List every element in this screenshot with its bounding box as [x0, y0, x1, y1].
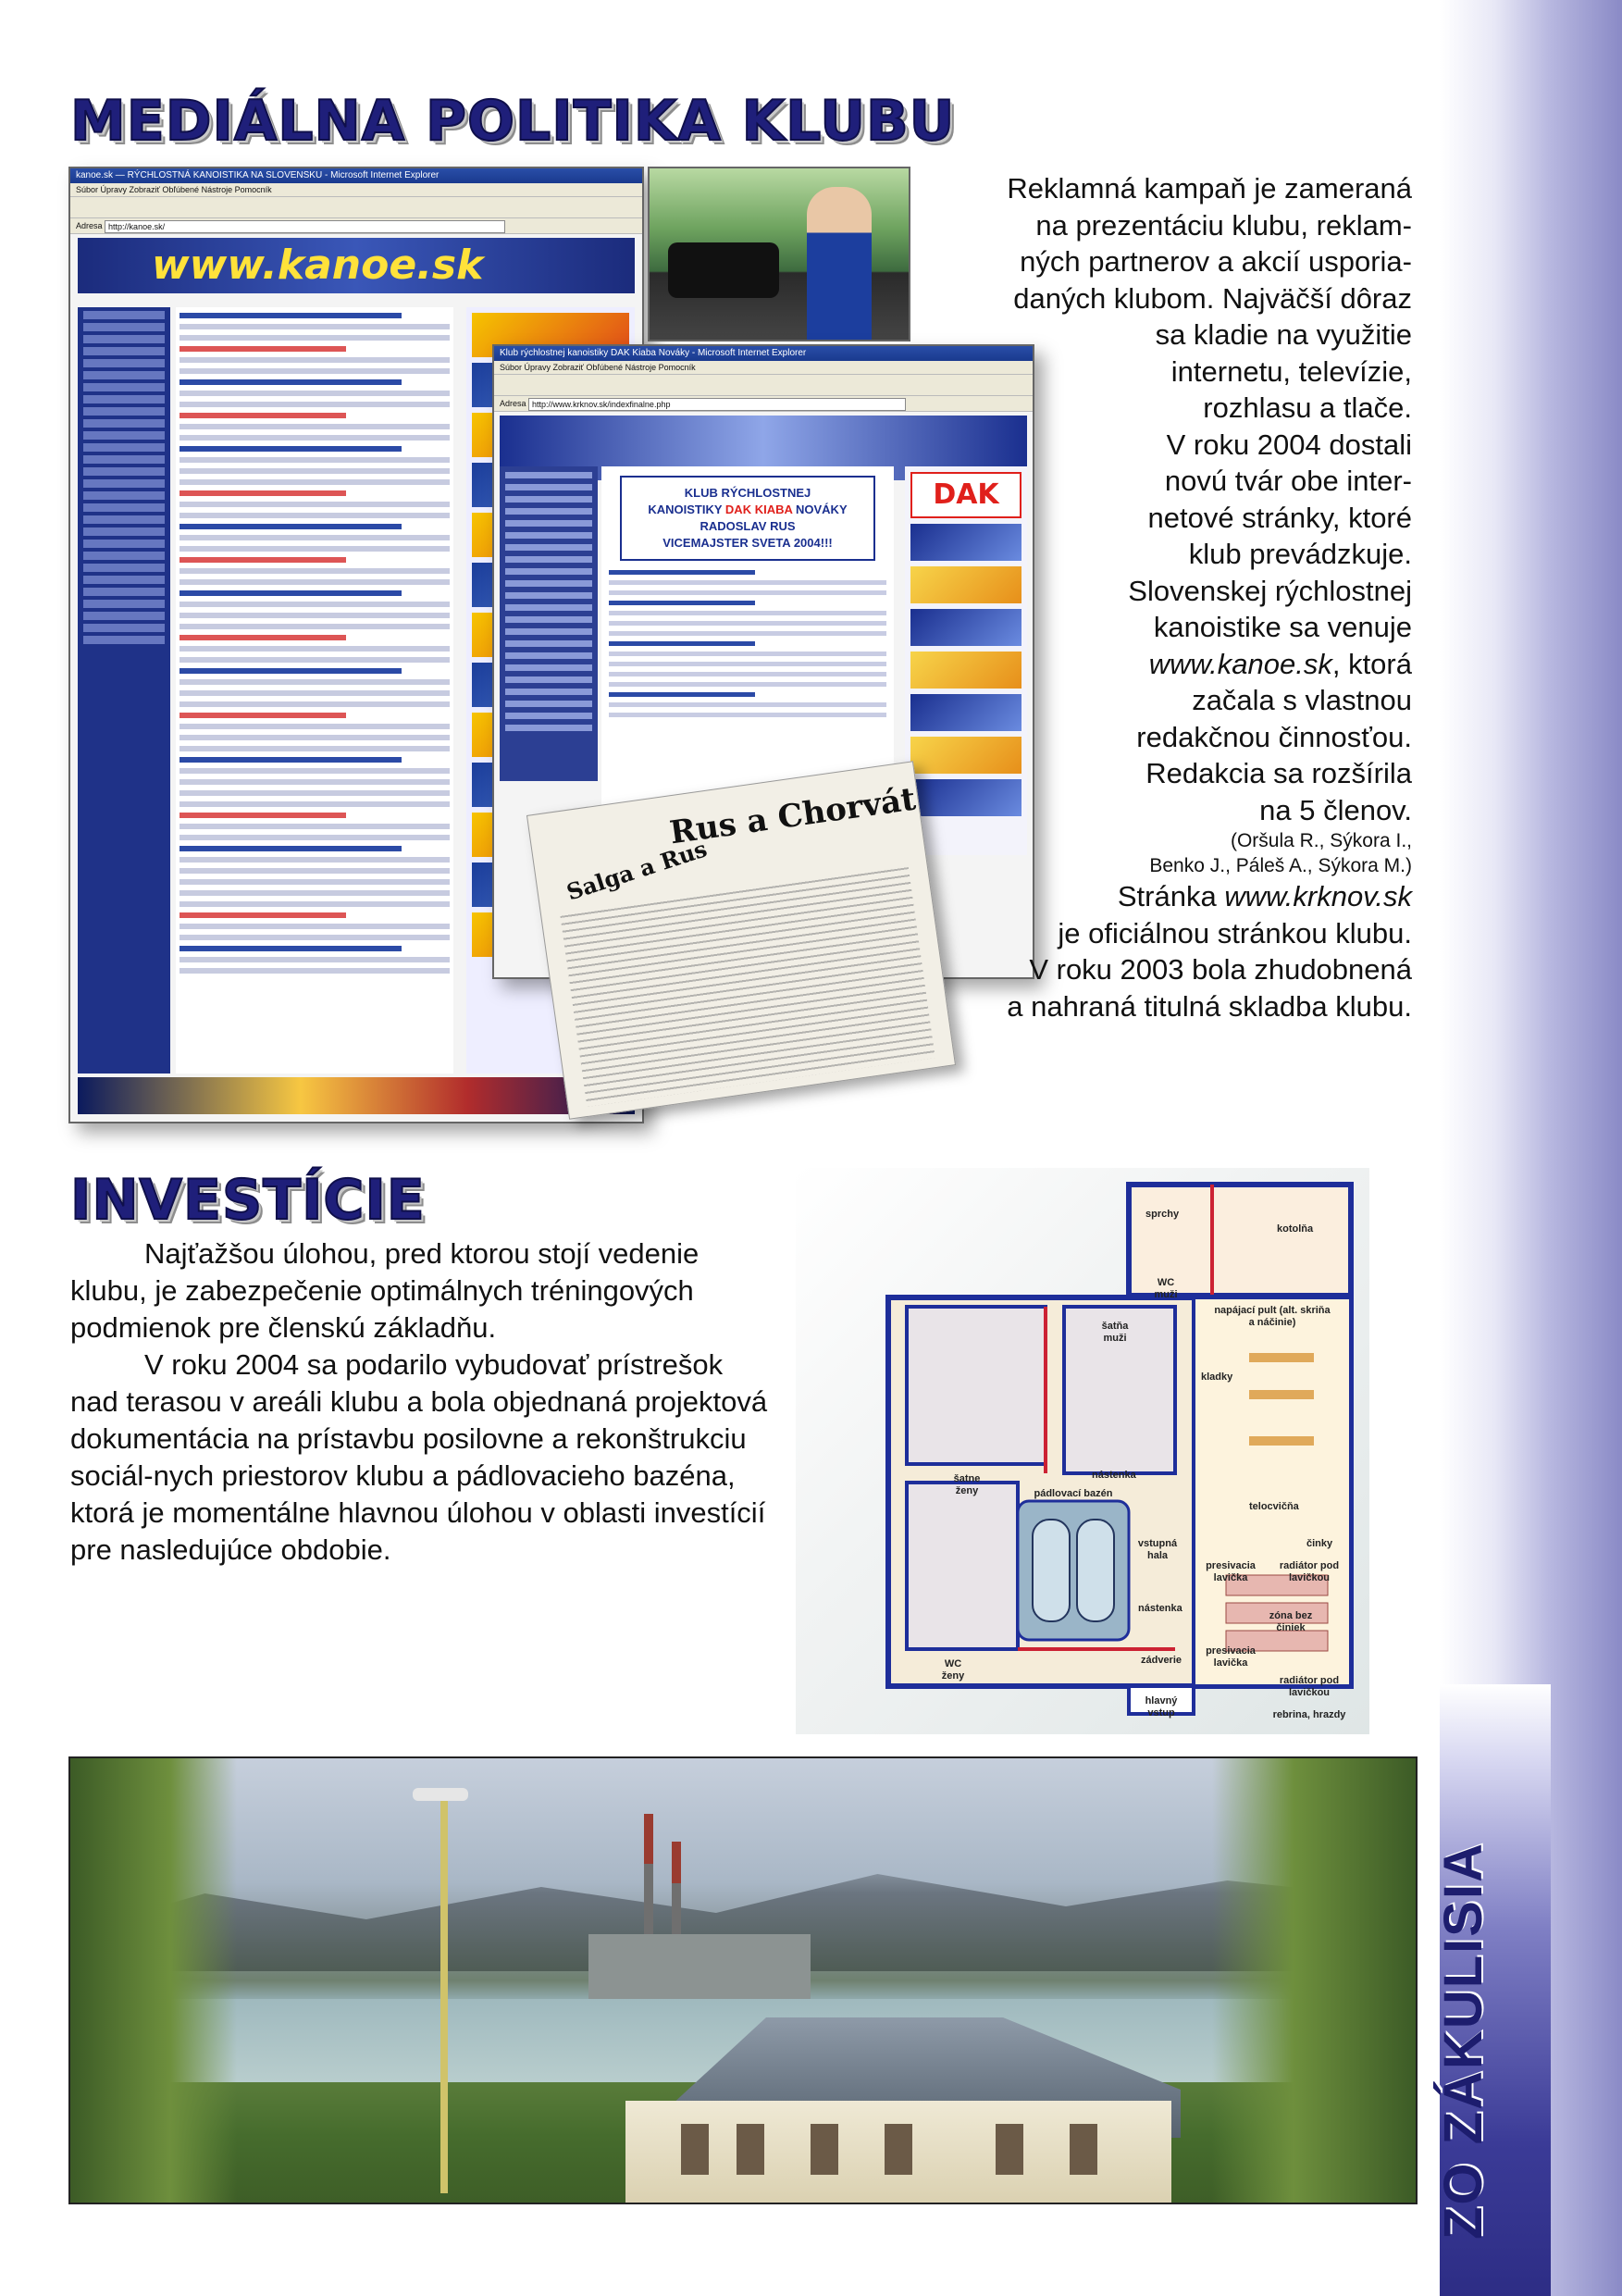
person-shape [807, 187, 872, 340]
text-line: začala s vlastnou [1192, 684, 1412, 716]
room-label: sprchy [1145, 1209, 1180, 1220]
room-label: presivacia lavička [1206, 1560, 1256, 1583]
room-label: presivacia lavička [1206, 1645, 1256, 1669]
site2-left-menu [500, 466, 598, 781]
room-label: telocvičňa [1249, 1501, 1299, 1512]
room-label: šatňa muži [1101, 1321, 1129, 1344]
site2-headline [620, 476, 875, 561]
text-line: V roku 2004 dostali [1166, 428, 1412, 461]
url-kanoe: www.kanoe.sk [1148, 647, 1332, 680]
window-title-2: Klub rýchlostnej kanoistiky DAK Kiaba Nováky - Microsoft Internet Explorer [494, 346, 1033, 361]
investments-paragraph-2: V roku 2004 sa podarilo vybudovať prístrešok nad terasou v areáli klubu a bola objednaná projektová dokumentácia na prístavbu posilovne a rekonštrukciu sociál-nych priestorov klubu a pádlovacieho bazéna, ktorá je momentálne hlavnou úlohou v oblasti investícií pre nasledujúce obdobie. [70, 1348, 768, 1566]
lamp-post [440, 1795, 448, 2193]
headline-line-4: VICEMAJSTER SVETA 2004!!! [662, 536, 833, 550]
tv-interview-photo [648, 167, 910, 341]
newspaper-text-lines [560, 865, 935, 1107]
room-label: zóna bez činiek [1269, 1610, 1313, 1633]
room-label: zádverie [1140, 1655, 1182, 1666]
trees-left [70, 1758, 237, 2203]
floor-plan [796, 1168, 1369, 1734]
text-line: je oficiálnou stránkou klubu. [1058, 916, 1412, 949]
room-label: hlavný vstup [1145, 1695, 1178, 1719]
address-label: Adresa [76, 221, 103, 230]
section-heading-investments: INVESTÍCIE [70, 1168, 426, 1233]
room-label: pádlovací bazén [1034, 1488, 1113, 1499]
text-line: netové stránky, ktoré [1147, 501, 1412, 534]
text-line: internetu, televízie, [1170, 354, 1412, 388]
text-line: redakčnou činnosťou. [1136, 720, 1412, 753]
room-label: nástenka [1092, 1470, 1136, 1481]
text-line: na 5 členov. [1259, 793, 1412, 826]
text-line: Slovenskej rýchlostnej [1128, 574, 1412, 607]
media-policy-text [909, 170, 1412, 1024]
room-label: nástenka [1138, 1603, 1182, 1614]
text-line: sa kladie na využitie [1155, 318, 1412, 351]
text-line: na prezentáciu klubu, reklam- [1035, 208, 1412, 242]
newspaper-clipping [526, 761, 956, 1120]
factory [588, 1934, 811, 1999]
address-bar [70, 218, 642, 234]
sidebar-label: ZO ZÁKULISIA [1433, 1842, 1493, 2240]
trees-right [1212, 1758, 1416, 2203]
text-line-url1: www.kanoe.sk, ktorá [1148, 647, 1412, 680]
room-label: WC muži [1154, 1277, 1178, 1300]
site-left-column [78, 307, 170, 1074]
room-label: rebrina, hrazdy [1272, 1709, 1346, 1720]
text-line: ných partnerov a akcií usporia- [1020, 245, 1412, 278]
window-toolbar [70, 197, 642, 218]
lamp-head [413, 1788, 468, 1801]
site-main-column [176, 307, 453, 1074]
text-line: daných klubom. Najväčší dôraz [1013, 281, 1412, 315]
headline-line-3: RADOSLAV RUS [700, 519, 796, 533]
room-label: kladky [1201, 1371, 1233, 1383]
text-line: V roku 2003 bola zhudobnená [1029, 953, 1412, 986]
text-line: kanoistike sa venuje [1153, 611, 1412, 643]
text-line: novú tvár obe inter- [1164, 465, 1412, 497]
newspaper-headline-2: Salga a Rus [563, 835, 711, 906]
window-menu-2: Súbor Úpravy Zobraziť Obľúbené Nástroje Pomocník [494, 361, 1033, 375]
url-krknov: www.krknov.sk [1224, 880, 1412, 912]
room-label: činky [1306, 1538, 1333, 1549]
investments-text [70, 1235, 774, 1569]
text-line: rozhlasu a tlače. [1203, 391, 1412, 424]
room-label: vstupná hala [1137, 1538, 1178, 1561]
room-label: WC ženy [941, 1658, 965, 1682]
room-label: radiátor pod lavičkou [1279, 1675, 1340, 1698]
credits-line-2: Benko J., Páleš A., Sýkora M.) [1149, 855, 1412, 876]
room-label: radiátor pod lavičkou [1279, 1560, 1340, 1583]
text-line: Redakcia sa rozšírila [1145, 757, 1412, 789]
headline-line-1: KLUB RÝCHLOSTNEJ [684, 486, 811, 500]
floor-plan-drawing [796, 1168, 1369, 1734]
address-field: http://kanoe.sk/ [105, 220, 505, 233]
text-line: klub prevádzkuje. [1188, 538, 1412, 570]
room-label: šatne ženy [953, 1473, 981, 1496]
address-label-2: Adresa [500, 399, 526, 408]
dak-logo: DAK [910, 472, 1021, 518]
room-label: napájací pult (alt. skriňa a náčinie) [1214, 1305, 1331, 1328]
investments-paragraph-1: Najťažšou úlohou, pred ktorou stojí vedenie klubu, je zabezpečenie optimálnych tréningových podmienok pre členskú základňu. [70, 1237, 700, 1344]
site-footer-banner [78, 1077, 635, 1114]
headline-line-2: KANOISTIKY DAK KIABA NOVÁKY [648, 503, 848, 516]
text-line: a nahraná titulná skladba klubu. [1007, 989, 1412, 1023]
window-menu: Súbor Úpravy Zobraziť Obľúbené Nástroje Pomocník [70, 183, 642, 197]
text-line: Reklamná kampaň je zameraná [1007, 172, 1412, 205]
address-field-2: http://www.krknov.sk/indexfinalne.php [528, 398, 906, 411]
camera-shape [668, 242, 779, 298]
section-heading-media: MEDIÁLNA POLITIKA KLUBU [70, 89, 956, 154]
site-banner: www.kanoe.sk [78, 238, 635, 293]
room-label: kotolňa [1277, 1223, 1314, 1235]
text-line-url2: Stránka www.krknov.sk [1117, 880, 1412, 912]
newspaper-headline-1: Rus a Chorvát [667, 780, 919, 852]
window-title: kanoe.sk — RÝCHLOSTNÁ KANOISTIKA NA SLOVENSKU - Microsoft Internet Explorer [70, 168, 642, 183]
clubhouse-render-photo [68, 1756, 1418, 2204]
credits-line-1: (Oršula R., Sýkora I., [1230, 830, 1412, 851]
